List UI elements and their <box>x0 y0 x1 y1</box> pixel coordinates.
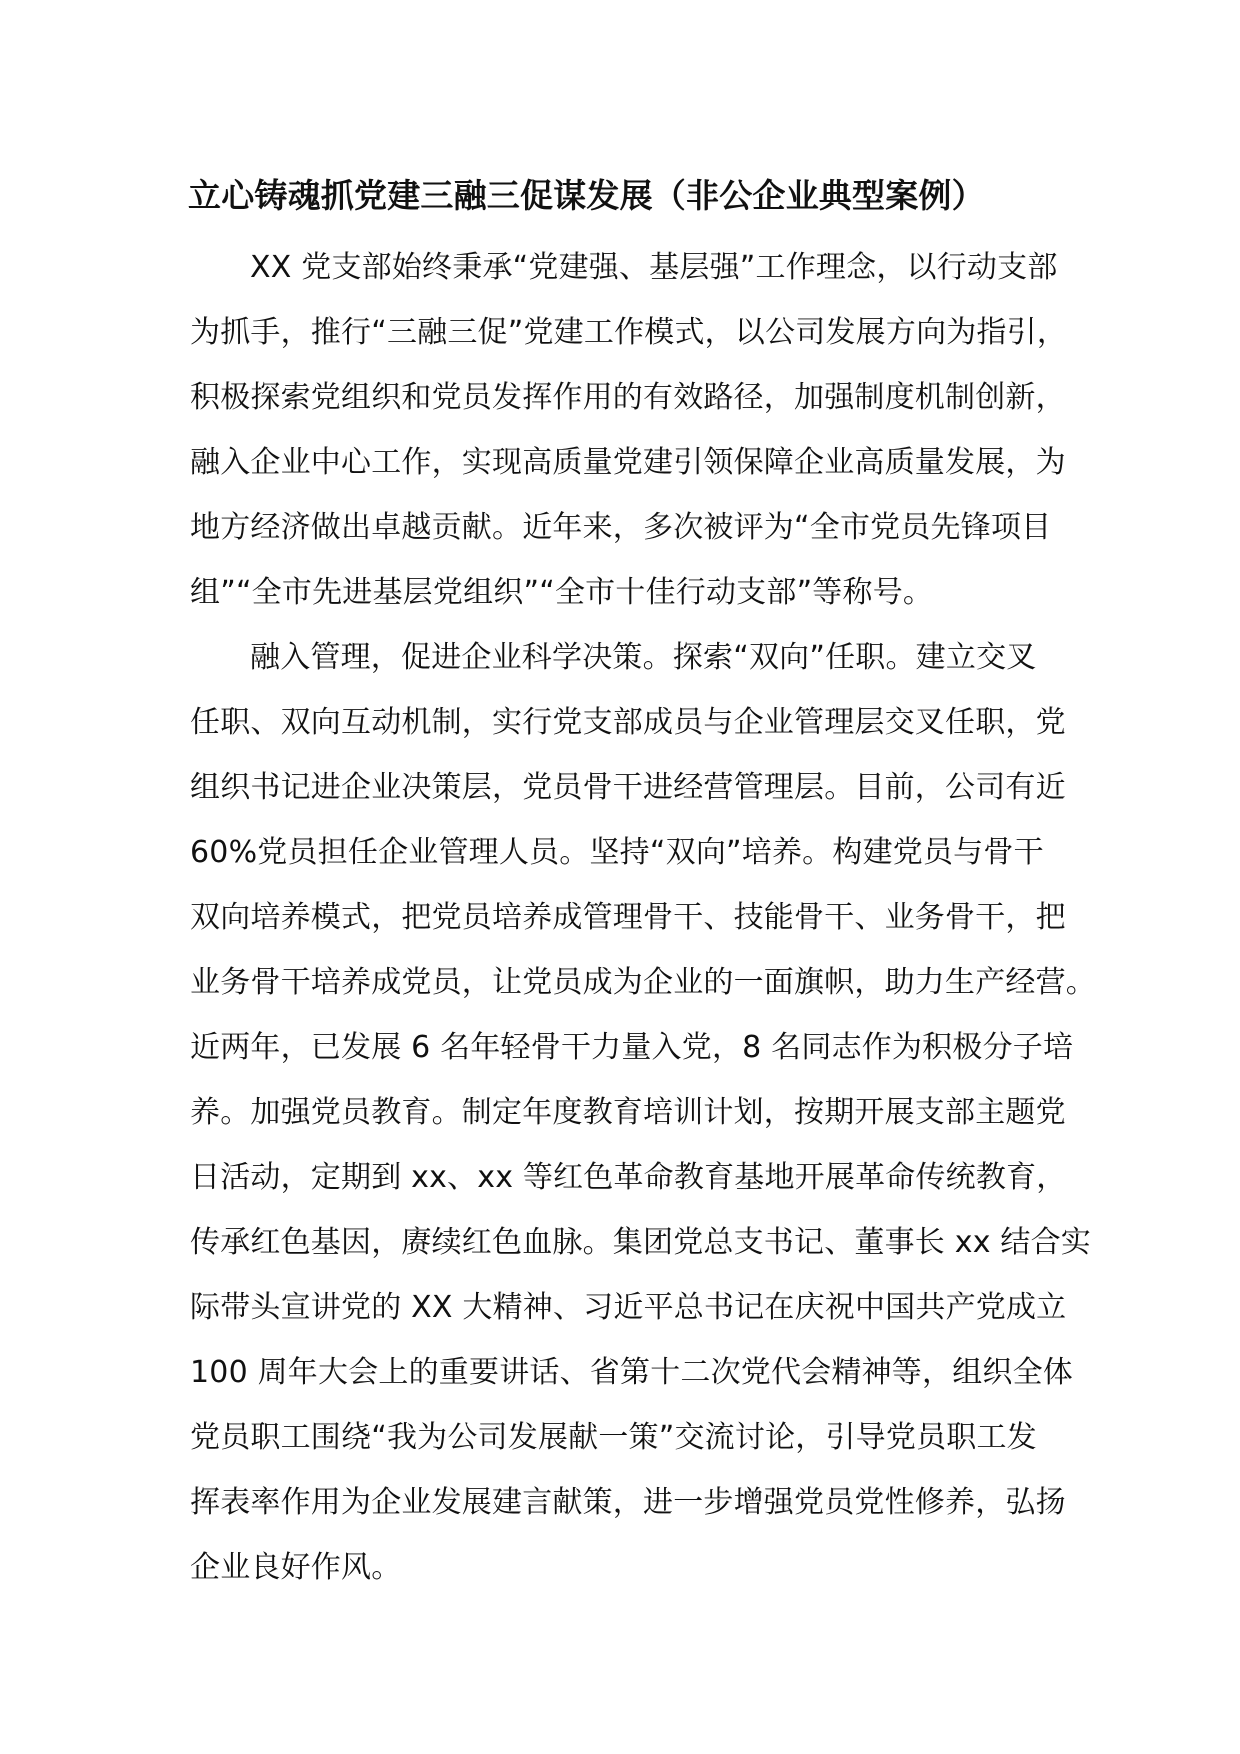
paragraph-2-line: 任职、双向互动机制，实行党支部成员与企业管理层交叉任职，党 <box>190 705 1066 740</box>
paragraph-2-line: 党员职工围绕“我为公司发展献一策”交流讨论，引导党员职工发 <box>190 1420 1037 1455</box>
paragraph-1-line: XX 党支部始终秉承“党建强、基层强”工作理念，以行动支部 <box>250 250 1058 285</box>
paragraph-2-line: 组织书记进企业决策层，党员骨干进经营管理层。目前，公司有近 <box>190 770 1066 805</box>
paragraph-1-line: 积极探索党组织和党员发挥作用的有效路径，加强制度机制创新， <box>190 380 1066 415</box>
paragraph-2-line: 60%党员担任企业管理人员。坚持“双向”培养。构建党员与骨干 <box>190 835 1044 870</box>
paragraph-2-line: 业务骨干培养成党员，让党员成为企业的一面旗帜，助力生产经营。 <box>190 965 1096 1000</box>
document-title: 立心铸魂抓党建三融三促谋发展（非公企业典型案例） <box>188 176 985 215</box>
paragraph-2-line: 100 周年大会上的重要讲话、省第十二次党代会精神等，组织全体 <box>190 1355 1073 1390</box>
paragraph-2-line: 近两年，已发展 6 名年轻骨干力量入党，8 名同志作为积极分子培 <box>190 1030 1074 1065</box>
paragraph-1-line: 地方经济做出卓越贡献。近年来，多次被评为“全市党员先锋项目 <box>190 510 1052 545</box>
paragraph-1-line: 为抓手，推行“三融三促”党建工作模式，以公司发展方向为指引， <box>190 315 1068 350</box>
paragraph-2-line: 融入管理，促进企业科学决策。探索“双向”任职。建立交叉 <box>250 640 1037 675</box>
paragraph-2-line: 传承红色基因，赓续红色血脉。集团党总支书记、董事长 xx 结合实 <box>190 1225 1091 1260</box>
paragraph-1-line: 融入企业中心工作，实现高质量党建引领保障企业高质量发展，为 <box>190 445 1066 480</box>
paragraph-2-line: 日活动，定期到 xx、xx 等红色革命教育基地开展革命传统教育， <box>190 1160 1067 1195</box>
paragraph-2-line: 双向培养模式，把党员培养成管理骨干、技能骨干、业务骨干，把 <box>190 900 1066 935</box>
paragraph-2-line: 挥表率作用为企业发展建言献策，进一步增强党员党性修养，弘扬 <box>190 1485 1066 1520</box>
paragraph-2-line: 际带头宣讲党的 XX 大精神、习近平总书记在庆祝中国共产党成立 <box>190 1290 1067 1325</box>
paragraph-1-line: 组”“全市先进基层党组织”“全市十佳行动支部”等称号。 <box>190 575 934 610</box>
paragraph-2-line: 企业良好作风。 <box>190 1550 402 1585</box>
paragraph-2-line: 养。加强党员教育。制定年度教育培训计划，按期开展支部主题党 <box>190 1095 1066 1130</box>
